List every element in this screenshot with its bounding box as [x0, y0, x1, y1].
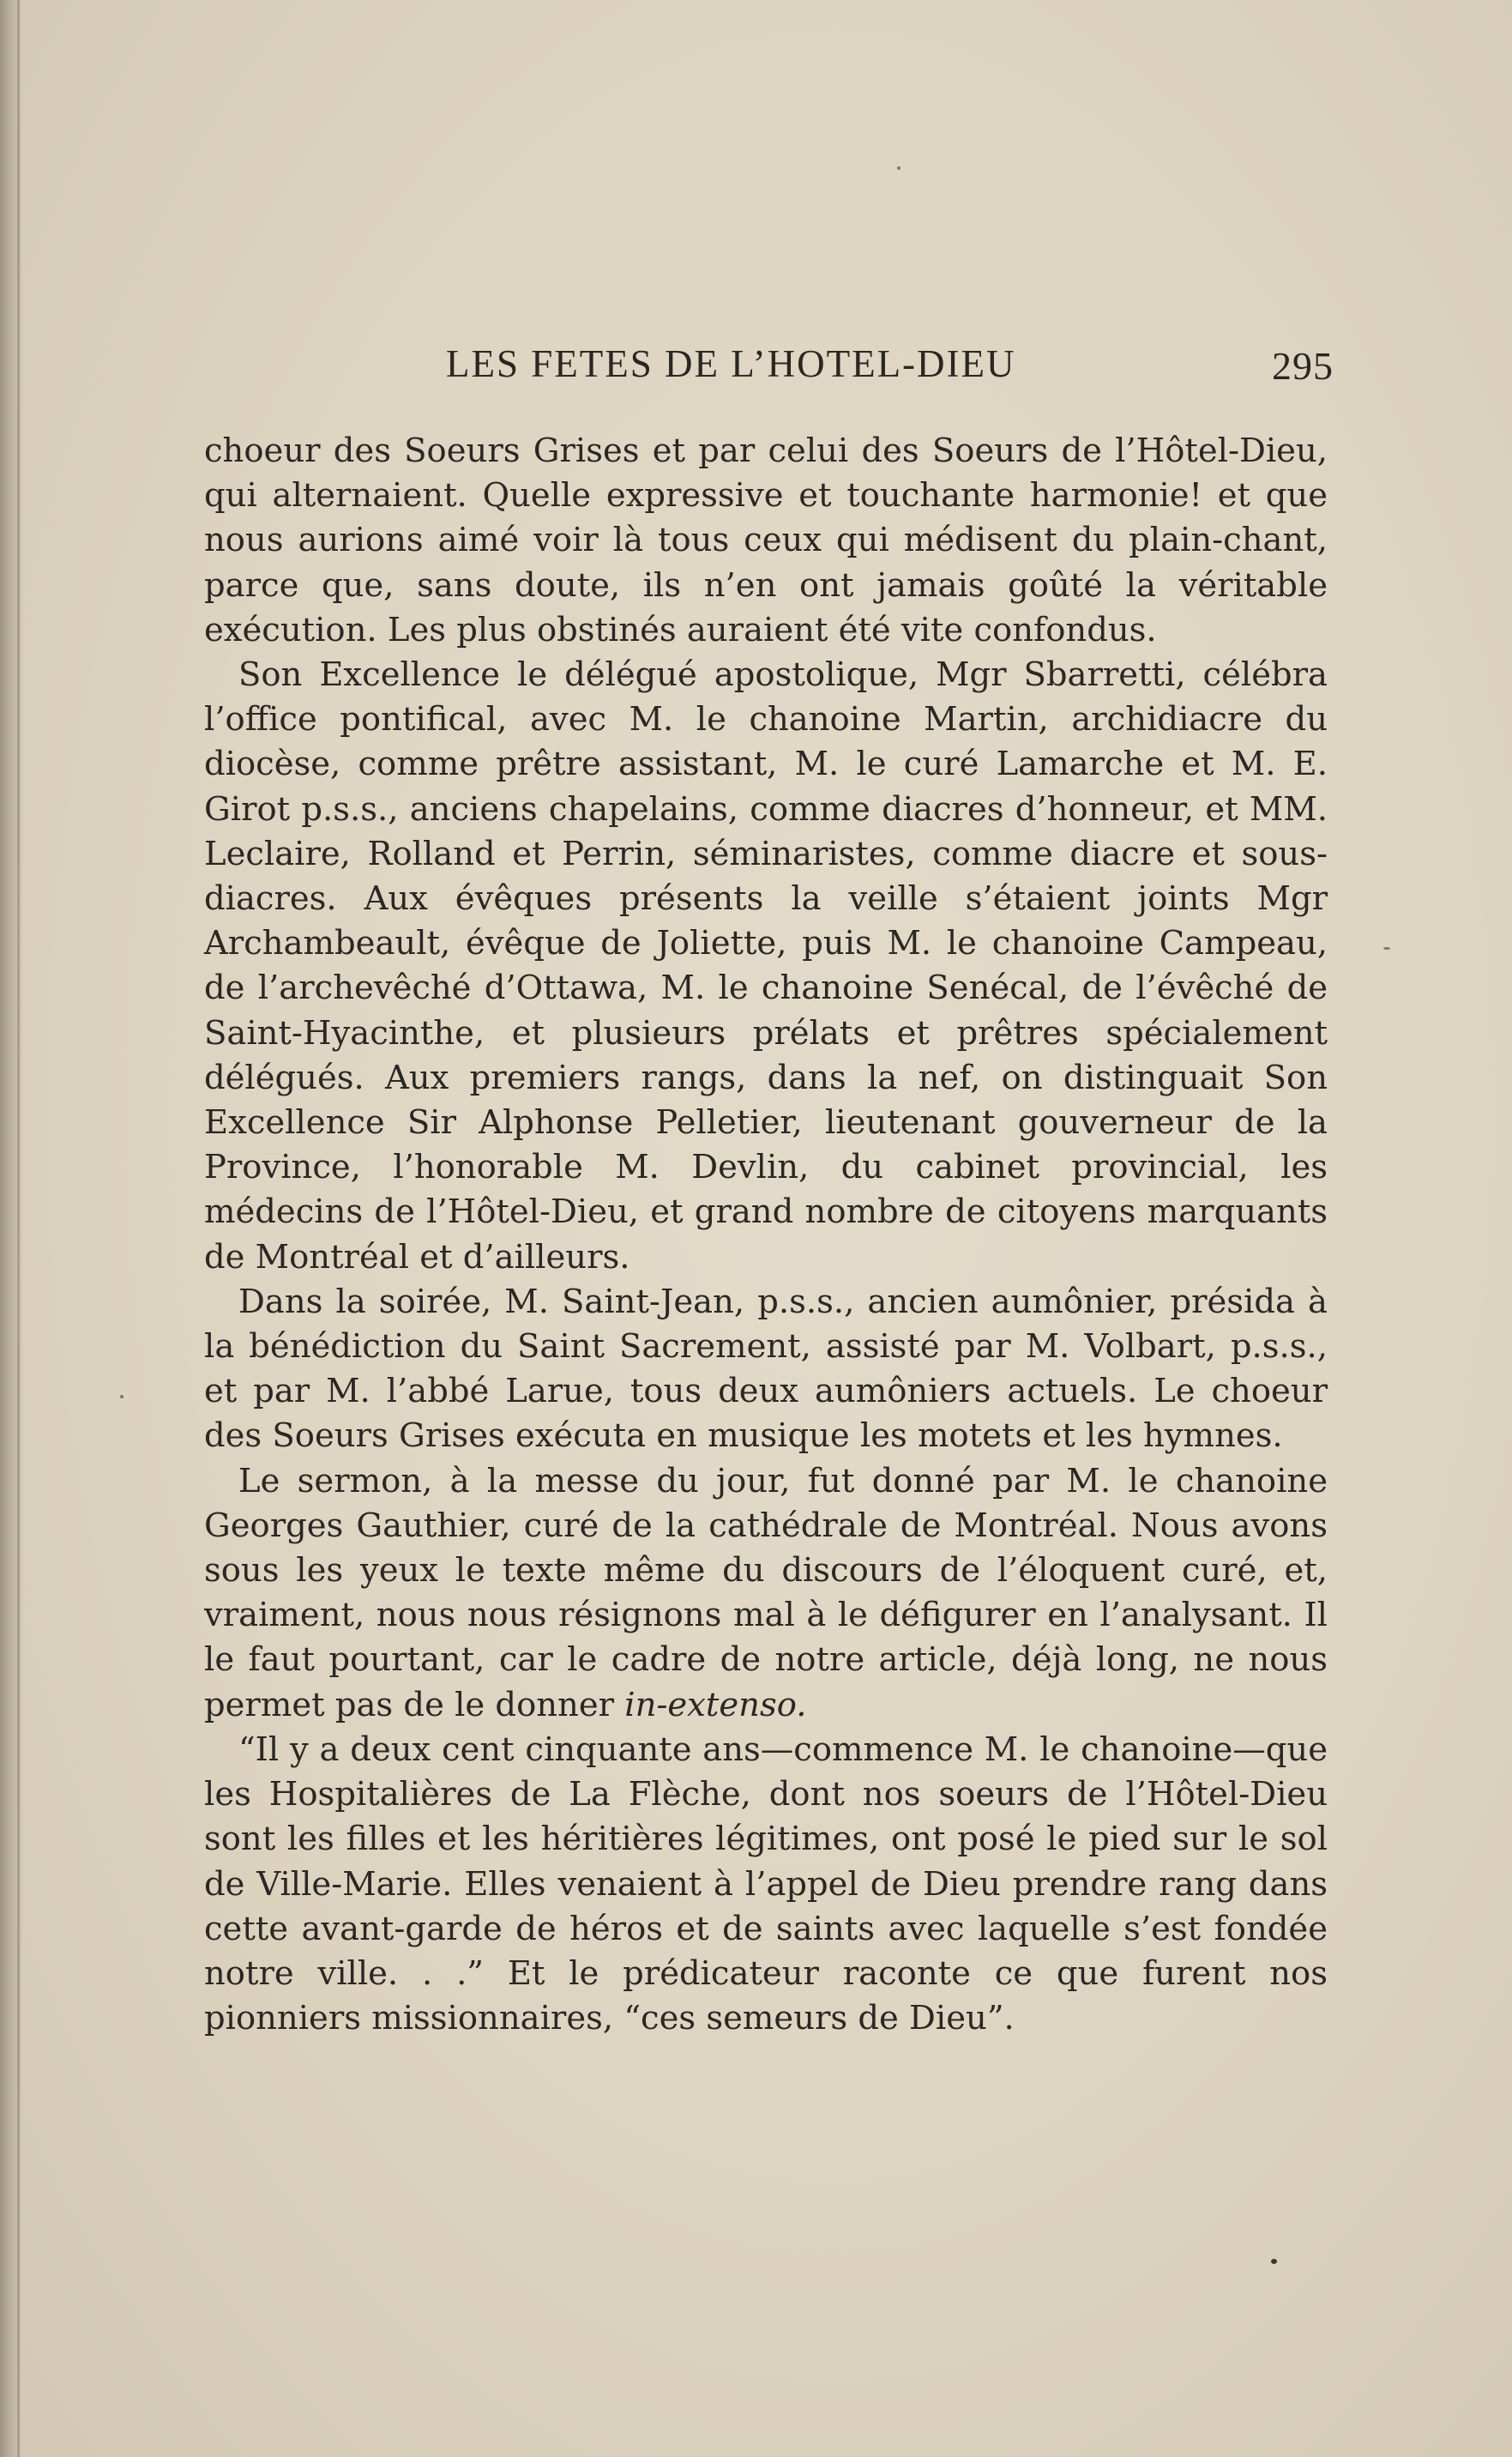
paragraph-5: “Il y a deux cent cinquante ans—commence M. le chanoine—que les Hospitalières de La Flèche, dont nos soeurs de l’Hôtel-Dieu sont les filles et les héritières légitimes, ont posé le pied sur le sol de Ville-Marie. Elles venaient à l’appel de Dieu prendre rang dans cette avant-garde de héros et de saints avec laquelle s’est fondée notre ville. . .” Et le prédicateur raconte ce que furent nos pionniers missionnaires, “ces semeurs de Dieu”.: [204, 1730, 1328, 2038]
page-header: [202, 341, 1334, 393]
book-gutter-line: [17, 0, 20, 2457]
paper-speck: [897, 166, 901, 170]
paragraph-1: choeur des Soeurs Grises et par celui des Soeurs de l’Hôtel-Dieu, qui alternaient. Quelle expressive et touchante harmonie! et que nous aurions aimé voir là tous ceux qui médisent du plain-chant, parce que, sans doute, ils n’en ont jamais goûté la véritable exécution. Les plus obstinés auraient été vite confondus.: [204, 432, 1328, 649]
page-number: 295: [1272, 344, 1334, 388]
paper-speck: [1271, 2259, 1277, 2264]
paragraph-4: [204, 1459, 1328, 1728]
body-text: [204, 429, 1328, 2041]
paragraph-3: Dans la soirée, M. Saint-Jean, p.s.s., ancien aumônier, présida à la bénédiction du Saint Sacrement, assisté par M. Volbart, p.s.s., et par M. l’abbé Larue, tous deux aumôniers actuels. Le choeur des Soeurs Grises exécuta en musique les motets et les hymnes.: [204, 1282, 1328, 1456]
paragraph-2: Son Excellence le délégué apostolique, Mgr Sbarretti, célébra l’office pontifical, avec M. le chanoine Martin, archidiacre du diocèse, comme prêtre assistant, M. le curé Lamarche et M. E. Girot p.s.s., anciens chapelains, comme diacres d’honneur, et MM. Leclaire, Rolland et Perrin, séminaristes, comme diacre et sous-diacres. Aux évêques présents la veille s’étaient joints Mgr Archambeault, évêque de Joliette, puis M. le chanoine Campeau, de l’archevêché d’Ottawa, M. le chanoine Senécal, de l’évêché de Saint-Hyacinthe, et plusieurs prélats et prêtres spécialement délégués. Aux premiers rangs, dans la nef, on distinguait Son Excellence Sir Alphonse Pelletier, lieutenant gouverneur de la Province, l’honorable M. Devlin, du cabinet provincial, les médecins de l’Hôtel-Dieu, et grand nombre de citoyens marquants de Montréal et d’ailleurs.: [204, 655, 1328, 1277]
paragraph-4-text: Le sermon, à la messe du jour, fut donné par M. le chanoine Georges Gauthier, curé de la cathédrale de Montréal. Nous avons sous les yeux le texte même du discours de l’éloquent curé, et, vraiment, nous nous résignons mal à le défigurer en l’analysant. Il le faut pourtant, car le cadre de notre article, déjà long, ne nous permet pas de le donner: [204, 1461, 1328, 1724]
paper-speck: [1383, 947, 1390, 950]
paragraph-4-italic: in-extenso.: [624, 1685, 807, 1724]
paper-speck: [120, 1395, 123, 1398]
running-title: LES FETES DE L’HOTEL-DIEU: [446, 342, 1016, 385]
